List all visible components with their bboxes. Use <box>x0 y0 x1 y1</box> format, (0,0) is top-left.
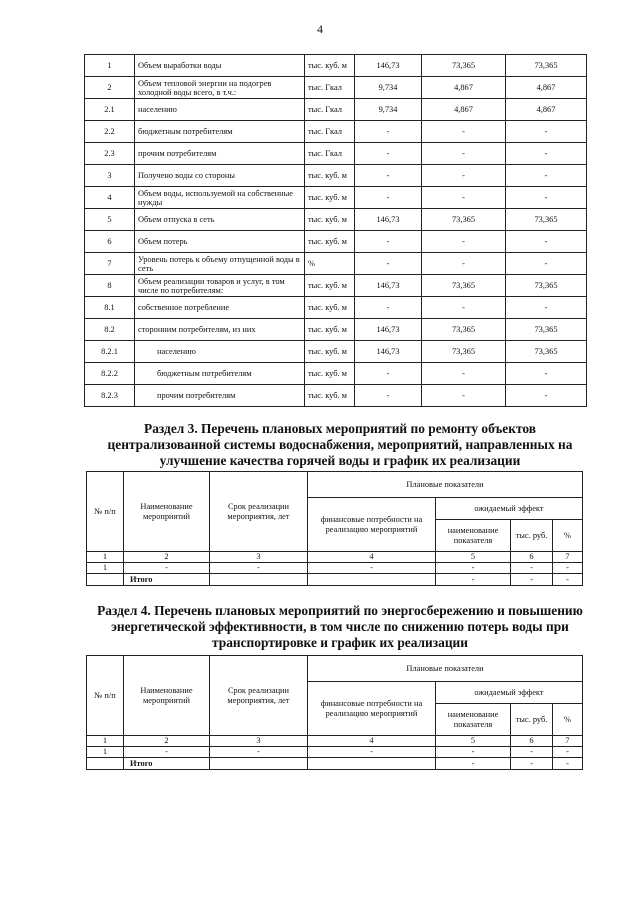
row-name: Объем потерь <box>135 231 305 253</box>
header-effect-rub: тыс. руб. <box>511 520 553 552</box>
row-name: бюджетным потребителям <box>135 121 305 143</box>
total-empty <box>87 758 124 770</box>
row-value-2: - <box>422 253 506 275</box>
row-value-2: 73,365 <box>422 341 506 363</box>
row-unit: тыс. Гкал <box>305 99 355 121</box>
total-cell: - <box>511 574 553 586</box>
row-number: 8.2 <box>85 319 135 341</box>
row-name: собственное потребление <box>135 297 305 319</box>
total-cell: - <box>553 574 583 586</box>
row-value-1: - <box>355 187 422 209</box>
row-value-1: - <box>355 165 422 187</box>
table-row <box>85 341 587 363</box>
row-unit: тыс. Гкал <box>305 143 355 165</box>
page-number: 4 <box>317 22 323 36</box>
row-value-1: - <box>355 143 422 165</box>
row-name: прочим потребителям <box>135 385 305 407</box>
row-name: Объем воды, используемой на собственные нужды <box>135 187 305 209</box>
table-row <box>85 99 587 121</box>
indicators-table <box>84 54 587 407</box>
header-effect: ожидаемый эффект <box>436 498 583 520</box>
header-num: № п/п <box>87 656 124 736</box>
row-number: 2.3 <box>85 143 135 165</box>
row-value-3: - <box>506 187 587 209</box>
row-unit: тыс. куб. м <box>305 187 355 209</box>
total-empty <box>308 758 436 770</box>
table-row <box>85 209 587 231</box>
row-unit: тыс. куб. м <box>305 341 355 363</box>
row-cell: - <box>124 563 210 574</box>
total-empty <box>87 574 124 586</box>
row-unit: тыс. Гкал <box>305 121 355 143</box>
row-number: 8.2.2 <box>85 363 135 385</box>
row-cell: - <box>436 747 511 758</box>
row-value-1: 146,73 <box>355 275 422 297</box>
row-value-2: - <box>422 231 506 253</box>
row-value-2: - <box>422 187 506 209</box>
row-value-2: - <box>422 165 506 187</box>
column-numbers-row <box>87 552 583 563</box>
row-value-2: - <box>422 121 506 143</box>
row-name: Объем отпуска в сеть <box>135 209 305 231</box>
row-name: Получено воды со стороны <box>135 165 305 187</box>
row-number: 6 <box>85 231 135 253</box>
row-cell: - <box>436 563 511 574</box>
col-num-cell: 2 <box>124 736 210 747</box>
row-unit: тыс. куб. м <box>305 209 355 231</box>
row-value-3: 73,365 <box>506 319 587 341</box>
section-4-title: Раздел 4. Перечень плановых мероприятий по энергосбережению и повышению энергетической эффективности, в том числе по снижению потерь воды при транспортировке и график их реализации <box>97 603 583 650</box>
row-cell: 1 <box>87 747 124 758</box>
table-row <box>85 121 587 143</box>
row-name: Объем тепловой энергии на подогрев холодной воды всего, в т.ч.: <box>135 77 305 99</box>
row-number: 1 <box>85 55 135 77</box>
row-value-2: - <box>422 143 506 165</box>
table-row <box>85 143 587 165</box>
row-number: 3 <box>85 165 135 187</box>
header-effect-pct: % <box>553 704 583 736</box>
col-num-cell: 2 <box>124 552 210 563</box>
row-value-1: 9,734 <box>355 99 422 121</box>
row-number: 2 <box>85 77 135 99</box>
header-effect-name: наименование показателя <box>436 520 511 552</box>
row-value-1: - <box>355 253 422 275</box>
row-value-3: - <box>506 231 587 253</box>
header-financial: финансовые потребности на реализацию мероприятий <box>308 498 436 552</box>
total-cell: - <box>553 758 583 770</box>
table-row <box>85 165 587 187</box>
row-value-1: - <box>355 363 422 385</box>
col-num-cell: 7 <box>553 736 583 747</box>
total-empty <box>210 574 308 586</box>
row-cell: - <box>210 563 308 574</box>
row-cell: - <box>553 563 583 574</box>
row-unit: тыс. куб. м <box>305 55 355 77</box>
table-row <box>85 385 587 407</box>
table-row <box>85 297 587 319</box>
row-number: 8.2.1 <box>85 341 135 363</box>
header-name: Наименование мероприятий <box>124 656 210 736</box>
row-number: 2.1 <box>85 99 135 121</box>
row-value-3: - <box>506 363 587 385</box>
row-unit: % <box>305 253 355 275</box>
row-cell: - <box>553 747 583 758</box>
row-name: Объем выработки воды <box>135 55 305 77</box>
row-number: 4 <box>85 187 135 209</box>
col-num-cell: 4 <box>308 552 436 563</box>
total-empty <box>308 574 436 586</box>
table-row <box>85 231 587 253</box>
total-cell: - <box>436 574 511 586</box>
row-value-1: - <box>355 231 422 253</box>
table-row <box>85 55 587 77</box>
col-num-cell: 4 <box>308 736 436 747</box>
row-value-1: 9,734 <box>355 77 422 99</box>
row-name: прочим потребителям <box>135 143 305 165</box>
row-value-3: - <box>506 297 587 319</box>
total-row <box>87 758 583 770</box>
section-3-plan-table <box>86 471 583 586</box>
table-row <box>87 747 583 758</box>
table-row <box>85 363 587 385</box>
row-cell: - <box>308 563 436 574</box>
row-value-3: - <box>506 165 587 187</box>
total-label: Итого <box>124 574 210 586</box>
section-4-plan-table <box>86 655 583 770</box>
row-value-1: 146,73 <box>355 341 422 363</box>
row-name: населению <box>135 341 305 363</box>
row-cell: - <box>210 747 308 758</box>
row-value-3: 73,365 <box>506 275 587 297</box>
row-unit: тыс. куб. м <box>305 363 355 385</box>
col-num-cell: 3 <box>210 552 308 563</box>
row-value-3: - <box>506 143 587 165</box>
row-value-3: 4,867 <box>506 77 587 99</box>
row-value-2: 4,867 <box>422 99 506 121</box>
row-value-3: 4,867 <box>506 99 587 121</box>
row-cell: 1 <box>87 563 124 574</box>
row-value-3: - <box>506 253 587 275</box>
row-value-1: - <box>355 385 422 407</box>
row-unit: тыс. Гкал <box>305 77 355 99</box>
total-label: Итого <box>124 758 210 770</box>
row-value-1: - <box>355 121 422 143</box>
col-num-cell: 5 <box>436 552 511 563</box>
col-num-cell: 7 <box>553 552 583 563</box>
col-num-cell: 6 <box>511 552 553 563</box>
col-num-cell: 1 <box>87 552 124 563</box>
header-effect-name: наименование показателя <box>436 704 511 736</box>
row-number: 8.2.3 <box>85 385 135 407</box>
row-name: населению <box>135 99 305 121</box>
row-cell: - <box>511 747 553 758</box>
row-name: сторонним потребителям, из них <box>135 319 305 341</box>
table-row <box>85 77 587 99</box>
row-value-2: - <box>422 297 506 319</box>
table-row <box>85 253 587 275</box>
total-row <box>87 574 583 586</box>
row-unit: тыс. куб. м <box>305 297 355 319</box>
row-value-1: 146,73 <box>355 55 422 77</box>
row-value-1: - <box>355 297 422 319</box>
table-row <box>85 187 587 209</box>
row-value-2: 4,867 <box>422 77 506 99</box>
header-effect: ожидаемый эффект <box>436 682 583 704</box>
row-value-2: 73,365 <box>422 275 506 297</box>
row-cell: - <box>511 563 553 574</box>
row-value-3: - <box>506 385 587 407</box>
row-value-3: 73,365 <box>506 341 587 363</box>
row-value-2: - <box>422 363 506 385</box>
header-financial: финансовые потребности на реализацию мероприятий <box>308 682 436 736</box>
row-unit: тыс. куб. м <box>305 385 355 407</box>
table-row <box>87 563 583 574</box>
row-unit: тыс. куб. м <box>305 231 355 253</box>
row-name: Уровень потерь к объему отпущенной воды в сеть <box>135 253 305 275</box>
header-period: Срок реализации мероприятия, лет <box>210 656 308 736</box>
row-unit: тыс. куб. м <box>305 319 355 341</box>
row-name: бюджетным потребителям <box>135 363 305 385</box>
total-cell: - <box>511 758 553 770</box>
col-num-cell: 1 <box>87 736 124 747</box>
section-3-title: Раздел 3. Перечень плановых мероприятий по ремонту объектов централизованной системы водоснабжения, мероприятий, направленных на улучшение качества горячей воды и график их реализации <box>107 421 573 468</box>
row-value-2: 73,365 <box>422 55 506 77</box>
row-value-2: 73,365 <box>422 319 506 341</box>
table-row <box>85 319 587 341</box>
col-num-cell: 5 <box>436 736 511 747</box>
column-numbers-row <box>87 736 583 747</box>
row-value-2: - <box>422 385 506 407</box>
row-name: Объем реализации товаров и услуг, в том числе по потребителям: <box>135 275 305 297</box>
header-effect-rub: тыс. руб. <box>511 704 553 736</box>
row-value-3: 73,365 <box>506 55 587 77</box>
row-value-3: 73,365 <box>506 209 587 231</box>
col-num-cell: 3 <box>210 736 308 747</box>
row-number: 2.2 <box>85 121 135 143</box>
table-row <box>85 275 587 297</box>
row-number: 7 <box>85 253 135 275</box>
total-empty <box>210 758 308 770</box>
row-number: 5 <box>85 209 135 231</box>
row-cell: - <box>308 747 436 758</box>
row-unit: тыс. куб. м <box>305 275 355 297</box>
row-cell: - <box>124 747 210 758</box>
header-planned: Плановые показатели <box>308 472 583 498</box>
header-planned: Плановые показатели <box>308 656 583 682</box>
row-value-3: - <box>506 121 587 143</box>
row-value-1: 146,73 <box>355 319 422 341</box>
row-value-1: 146,73 <box>355 209 422 231</box>
header-effect-pct: % <box>553 520 583 552</box>
row-number: 8.1 <box>85 297 135 319</box>
header-num: № п/п <box>87 472 124 552</box>
col-num-cell: 6 <box>511 736 553 747</box>
row-value-2: 73,365 <box>422 209 506 231</box>
row-unit: тыс. куб. м <box>305 165 355 187</box>
header-period: Срок реализации мероприятия, лет <box>210 472 308 552</box>
total-cell: - <box>436 758 511 770</box>
header-name: Наименование мероприятий <box>124 472 210 552</box>
row-number: 8 <box>85 275 135 297</box>
